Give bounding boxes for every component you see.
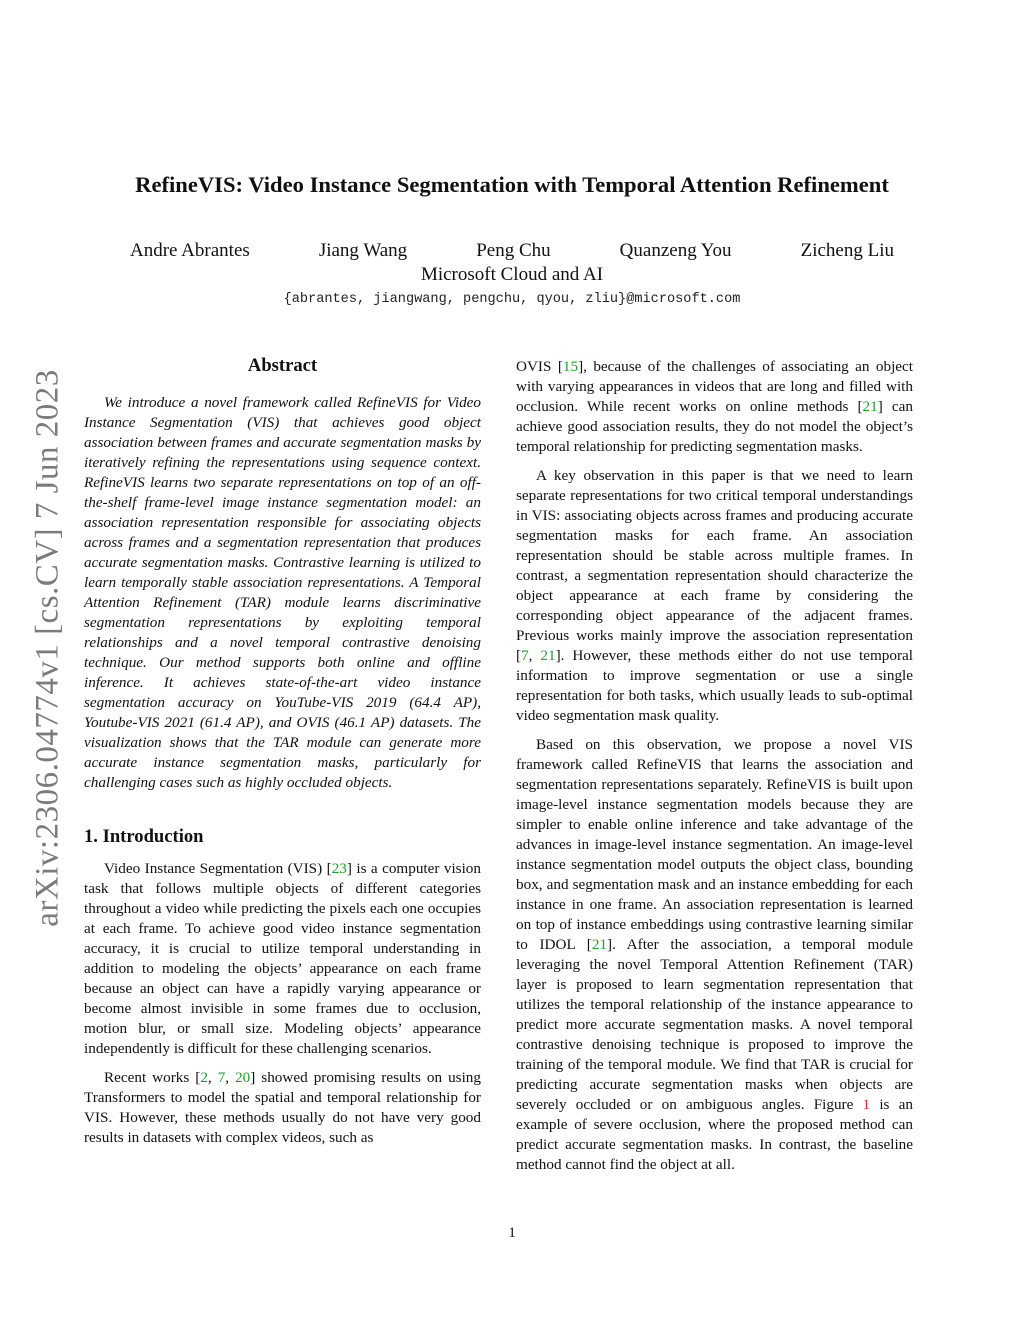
- citation-link[interactable]: 2: [200, 1069, 208, 1086]
- left-column: [84, 356, 481, 1148]
- figure-reference-link[interactable]: 1: [862, 1096, 871, 1113]
- intro-paragraph-1: Video Instance Segmentation (VIS) [23] is a computer vision task that follows multiple objects of different categories throughout a video while predicting the pixels each one occupies at each frame. To achieve good video instance segmentation accuracy, it is crucial to utilize temporal understanding in addition to modeling the objects’ appearance on each frame because an object can have a rapidly varying appearance or become almost invisible in some frames due to occlusion, motion blur, or small size. Modeling objects’ appearance independently is difficult for these challenging scenarios.: [84, 860, 481, 1057]
- intro-paragraph-2: Recent works [2, 7, 20] showed promising results on using Transformers to model the spatial and temporal relationship for VIS. However, these methods usually do not have very good results in datasets with complex videos, such as: [84, 1069, 481, 1146]
- paper-title: RefineVIS: Video Instance Segmentation with Temporal Attention Refinement: [135, 172, 889, 197]
- author-name: Peng Chu: [476, 240, 551, 261]
- citation-link[interactable]: 7: [521, 647, 529, 664]
- citation-link[interactable]: 21: [862, 398, 878, 415]
- citation-link[interactable]: 21: [540, 647, 556, 664]
- author-list: [130, 240, 894, 262]
- citation-link[interactable]: 20: [235, 1069, 251, 1086]
- page-number: 1: [508, 1224, 516, 1241]
- citation-link[interactable]: 15: [562, 358, 579, 375]
- author-name: Zicheng Liu: [800, 240, 894, 261]
- author-name: Andre Abrantes: [130, 240, 250, 261]
- section-heading-introduction: 1. Introduction: [84, 826, 204, 847]
- author-name: Jiang Wang: [318, 240, 408, 261]
- affiliation: Microsoft Cloud and AI: [420, 264, 604, 285]
- citation-link[interactable]: 23: [331, 860, 347, 877]
- intro-paragraph-3: A key observation in this paper is that we need to learn separate representations for two critical temporal understandings in VIS: associating objects across frames and producing accurate segmentation masks for each frame. An association representation should be stable across multiple frames. In contrast, a segmentation representation should characterize the object appearance at each frame by considering the corresponding object appearance of the adjacent frames. Previous works mainly improve the association representation [7, 21]. However, these methods either do not use temporal information to improve segmentation or use a single representation for both tasks, which usually leads to sub-optimal video segmentation mask quality.: [516, 467, 913, 724]
- abstract-heading: Abstract: [247, 355, 318, 376]
- right-column: [516, 357, 913, 1175]
- abstract-text: We introduce a novel framework called RefineVIS for Video Instance Segmentation (VIS) that achieves good object association between frames and accurate segmentation masks by iteratively refining the representations using sequence context. RefineVIS learns two separate representations on top of an off-the-shelf frame-level image instance segmentation model: an association representation responsible for associating objects across frames and a segmentation representation that produces accurate segmentation masks. Contrastive learning is utilized to learn temporally stable association representations. A Temporal Attention Refinement (TAR) module learns discriminative segmentation representations by exploiting temporal relationships and a novel temporal contrastive denoising technique. Our method supports both online and offline inference. It achieves state-of-the-art video instance segmentation accuracy on YouTube-VIS 2019 (64.4 AP), Youtube-VIS 2021 (61.4 AP), and OVIS (46.1 AP) datasets. The visualization shows that the TAR module can generate more accurate instance segmentation masks, particularly for challenging cases such as highly occluded objects.: [84, 394, 481, 791]
- arxiv-stamp: arXiv:2306.04774v1 [cs.CV] 7 Jun 2023: [29, 369, 66, 927]
- citation-link[interactable]: 7: [217, 1069, 226, 1086]
- author-emails: {abrantes, jiangwang, pengchu, qyou, zliu}@microsoft.com: [283, 292, 741, 307]
- intro-paragraph-continued: OVIS [15], because of the challenges of associating an object with varying appearances in videos that are long and filled with occlusion. While recent works on online methods [21] can achieve good association results, they do not model the object’s temporal relationship for predicting segmentation masks.: [516, 358, 913, 455]
- intro-paragraph-4: Based on this observation, we propose a novel VIS framework called RefineVIS that learns the association and segmentation representations separately. RefineVIS is built upon image-level instance segmentation models because they are simpler to enable online inference and take advantage of the advances in image-level instance segmentation. An image-level instance segmentation model outputs the object class, bounding box, and segmentation mask and an instance embedding for each instance in one frame. An association representation is learned on top of instance embeddings using contrastive learning similar to IDOL [21]. After the association, a temporal module leveraging the novel Temporal Attention Refinement (TAR) layer is proposed to learn segmentation representation that utilizes the temporal relationship of the instance appearance to predict more accurate segmentation masks. A novel temporal contrastive denoising technique is proposed to improve the training of the temporal module. We find that TAR is crucial for predicting accurate segmentation masks when objects are severely occluded or on ambiguous angles. Figure 1 is an example of severe occlusion, where the proposed method can predict accurate segmentation masks. In contrast, the baseline method cannot find the object at all.: [516, 736, 914, 1173]
- citation-link[interactable]: 21: [591, 936, 608, 953]
- author-name: Quanzeng You: [619, 240, 732, 261]
